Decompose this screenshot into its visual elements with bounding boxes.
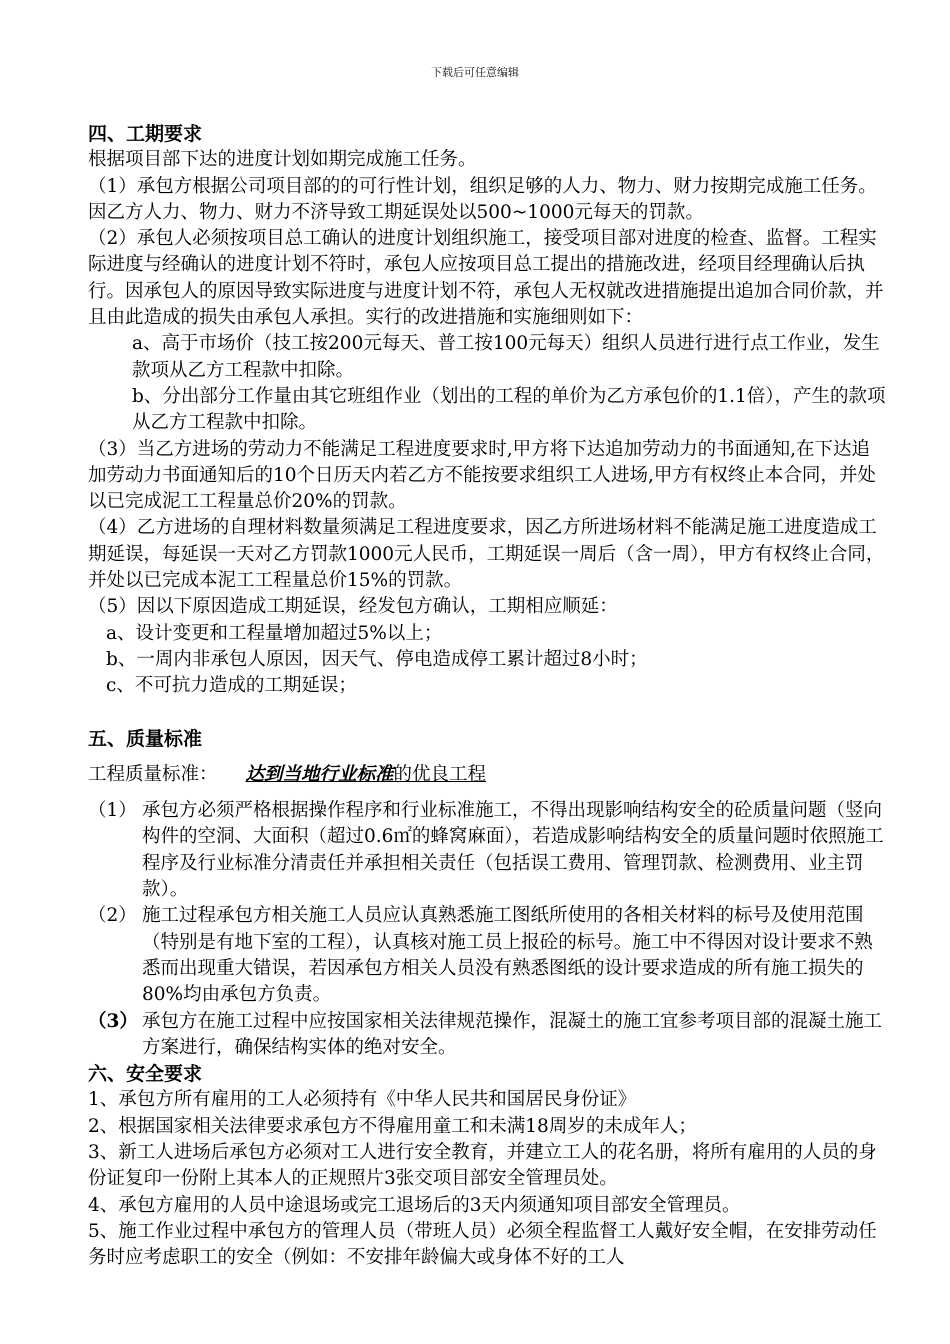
s6-line-1: 1、承包方所有雇用的工人必须持有《中华人民共和国居民身份证》 bbox=[88, 1089, 637, 1111]
quality-item bbox=[88, 903, 888, 1008]
s4-list-a: a、设计变更和工程量增加超过5%以上； bbox=[106, 622, 443, 644]
quality-item bbox=[88, 1009, 888, 1062]
s4-item-b: b、分出部分工作量由其它班组作业（划出的工程的单价为乙方承包价的1.1倍），产生的款项从乙方工程款中扣除。 bbox=[132, 385, 886, 434]
quality-item-num: （2） bbox=[88, 905, 137, 927]
s4-intro: 根据项目部下达的进度计划如期完成施工任务。 bbox=[88, 149, 477, 171]
s4-para-1: （1）承包方根据公司项目部的的可行性计划，组织足够的人力、物力、财力按期完成施工任务。因乙方人力、物力、财力不济导致工期延误处以500~1000元每天的罚款。 bbox=[88, 175, 877, 223]
quality-standard-line bbox=[88, 762, 888, 788]
spacer bbox=[88, 752, 888, 762]
quality-standard-label: 工程质量标准： bbox=[88, 763, 218, 785]
s4-para-3: （3）当乙方进场的劳动力不能满足工程进度要求时,甲方将下达追加劳动力的书面通知,在下达追加劳动力书面通知后的10个日历天内若乙方不能按要求组织工人进场,甲方有权终止本合同，并处以已完成泥工工程量总价20%的罚款。 bbox=[88, 438, 876, 513]
quality-item-text: 承包方在施工过程中应按国家相关法律规范操作，混凝土的施工宜参考项目部的混凝土施工方案进行，确保结构实体的绝对安全。 bbox=[142, 1010, 883, 1058]
s4-para-2: （2）承包人必须按项目总工确认的进度计划组织施工，接受项目部对进度的检查、监督。工程实际进度与经确认的进度计划不符时，承包人应按项目总工提出的措施改进，经项目经理确认后执行。因承包人的原因导致实际进度与进度计划不符，承包人无权就改进措施提出追加合同价款，并且由此造成的损失由承包人承担。实行的改进措施和实施细则如下： bbox=[88, 228, 884, 329]
quality-standard-value: 的优良工程 bbox=[393, 763, 487, 785]
quality-item-text: 承包方必须严格根据操作程序和行业标准施工，不得出现影响结构安全的砼质量问题（竖向构件的空洞、大面积（超过0.6㎡的蜂窝麻面），若造成影响结构安全的质量问题时依照施工程序及行业标准分清责任并承担相关责任（包括误工费用、管理罚款、检测费用、业主罚款）。 bbox=[142, 800, 884, 901]
s4-para-5: （5）因以下原因造成工期延误，经发包方确认，工期相应顺延： bbox=[88, 596, 618, 618]
document-body bbox=[88, 121, 888, 1271]
s4-para-4: （4）乙方进场的自理材料数量须满足工程进度要求，因乙方所进场材料不能满足施工进度造成工期延误，每延误一天对乙方罚款1000元人民币，工期延误一周后（含一周），甲方有权终止合同，并处以已完成本泥工工程量总价15%的罚款。 bbox=[88, 517, 885, 592]
section-5-title: 五、质量标准 bbox=[88, 727, 203, 750]
quality-item-num: （3） bbox=[88, 1010, 138, 1032]
s4-list-c: c、不可抗力造成的工期延误； bbox=[106, 675, 357, 697]
s4-list-b: b、一周内非承包人原因，因天气、停电造成停工累计超过8小时； bbox=[106, 648, 648, 670]
s6-line-2: 2、根据国家相关法律要求承包方不得雇用童工和未满18周岁的未成年人； bbox=[88, 1115, 697, 1137]
s6-line-4: 4、承包方雇用的人员中途退场或完工退场后的3天内须通知项目部安全管理员。 bbox=[88, 1194, 741, 1216]
section-4-title: 四、工期要求 bbox=[88, 123, 203, 145]
spacer bbox=[88, 700, 888, 726]
quality-item bbox=[88, 798, 888, 903]
section-6-title: 六、安全要求 bbox=[88, 1063, 203, 1086]
spacer bbox=[88, 788, 888, 798]
quality-item-text: 施工过程承包方相关施工人员应认真熟悉施工图纸所使用的各相关材料的标号及使用范围（特别是有地下室的工程），认真核对施工员上报砼的标号。施工中不得因对设计要求不熟悉而出现重大错误，若因承包方相关人员没有熟悉图纸的设计要求造成的所有施工损失的80%均由承包方负责。 bbox=[142, 905, 873, 1006]
quality-standard-value-styled: 达到当地行业标准 bbox=[245, 763, 394, 785]
s6-line-3: 3、新工人进场后承包方必须对工人进行安全教育，并建立工人的花名册，将所有雇用的人员的身份证复印一份附上其本人的正规照片3张交项目部安全管理员处。 bbox=[88, 1141, 877, 1190]
s4-item-a: a、高于市场价（技工按200元每天、普工按100元每天）组织人员进行进行点工作业，发生款项从乙方工程款中扣除。 bbox=[132, 333, 880, 381]
s6-line-5: 5、施工作业过程中承包方的管理人员（带班人员）必须全程监督工人戴好安全帽，在安排劳动任务时应考虑职工的安全（例如：不安排年龄偏大或身体不好的工人 bbox=[88, 1220, 877, 1269]
quality-item-num: （1） bbox=[88, 800, 137, 822]
page-header: 下载后可任意编辑 bbox=[431, 66, 519, 79]
